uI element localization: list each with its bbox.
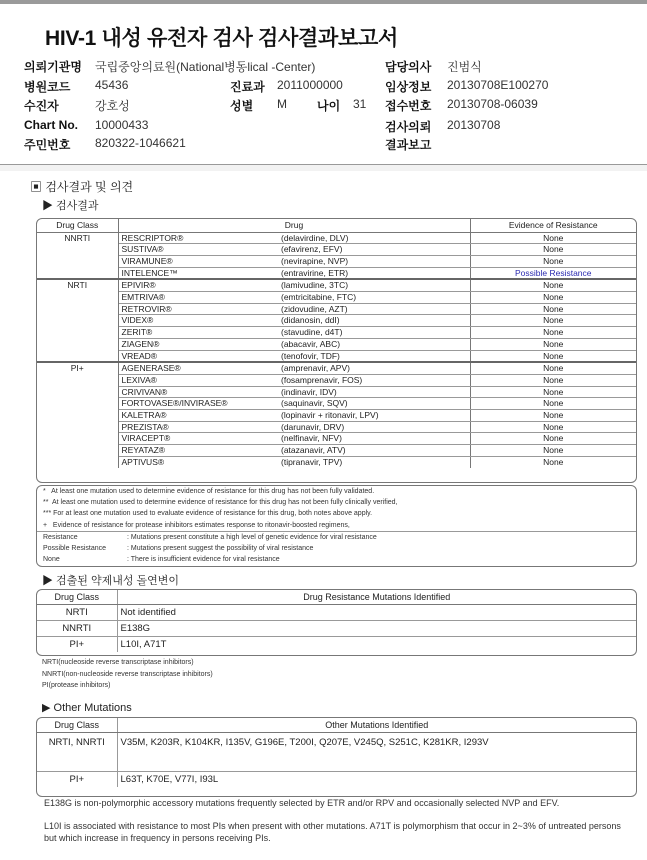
drug-brand: ZIAGEN®	[118, 338, 278, 350]
resistance-evidence: None	[470, 398, 636, 410]
definition-text: : There is insufficient evidence for viral resistance	[127, 556, 280, 564]
table-row	[37, 410, 636, 422]
class-footnote: NRTI(nucleoside reverse transcriptase inhibitors)	[42, 659, 194, 666]
table-row	[37, 338, 636, 350]
drug-generic: (tenofovir, TDF)	[278, 350, 470, 362]
other-mutations-table	[36, 717, 637, 797]
table-row	[37, 771, 636, 787]
resistance-evidence: None	[470, 433, 636, 445]
drug-class: PI+	[37, 636, 117, 652]
table-row	[37, 267, 636, 279]
drug-generic: (indinavir, IDV)	[278, 386, 470, 398]
section-title: ▣ 검사결과 및 의견	[30, 180, 134, 194]
request-date: 20130708	[447, 118, 501, 132]
drug-generic: (nevirapine, NVP)	[278, 255, 470, 267]
drug-brand: EMTRIVA®	[118, 292, 278, 304]
class-footnote: NNRTI(non-nucleoside reverse transcriptase inhibitors)	[42, 670, 213, 678]
drug-class: NRTI	[37, 279, 118, 362]
drug-class: NNRTI	[37, 620, 117, 636]
drug-generic: (efavirenz, EFV)	[278, 244, 470, 256]
drug-generic: (zidovudine, AZT)	[278, 303, 470, 315]
receipt-number: 20130708-06039	[447, 97, 538, 111]
resistance-evidence: None	[470, 255, 636, 267]
note-line: + Evidence of resistance for protease inhibitors estimates response to ritonavir-boosted regimens,	[43, 521, 350, 529]
col-header: Drug Resistance Mutations Identified	[117, 590, 636, 604]
subsection-results: ▶ 검사결과	[42, 200, 99, 212]
label: 임상정보	[385, 80, 432, 94]
label: 진료과	[230, 80, 265, 94]
drug-class: NRTI, NNRTI	[37, 732, 117, 771]
note-line: * At least one mutation used to determine evidence of resistance for this drug has not been fully validated.	[43, 488, 375, 495]
table-row	[37, 456, 636, 467]
drug-brand: AGENERASE®	[118, 362, 278, 374]
resistance-evidence: None	[470, 244, 636, 256]
drug-generic: (saquinavir, SQV)	[278, 398, 470, 410]
note-line: *** For at least one mutation used to evaluate evidence of resistance for this drug, both notes above apply.	[43, 510, 373, 518]
drug-generic: (darunavir, DRV)	[278, 421, 470, 433]
drug-generic: (fosamprenavir, FOS)	[278, 374, 470, 386]
drug-brand: KALETRA®	[118, 410, 278, 422]
drug-brand: VIRAMUNE®	[118, 255, 278, 267]
subsection-mutations: ▶ 검출된 약제내성 돌연변이	[42, 575, 180, 587]
resistance-evidence: None	[470, 327, 636, 339]
table-row	[37, 386, 636, 398]
drug-class: NRTI	[37, 604, 117, 620]
table-row	[37, 732, 636, 771]
sex: M	[277, 97, 287, 111]
table-row	[37, 421, 636, 433]
table-row	[37, 315, 636, 327]
table-row	[37, 292, 636, 304]
col-header: Drug	[118, 219, 470, 232]
label: 나이	[317, 99, 341, 113]
chart-number: 10000433	[95, 118, 149, 132]
drug-brand: CRIVIVAN®	[118, 386, 278, 398]
resistance-evidence: None	[470, 338, 636, 350]
resistance-table	[36, 218, 637, 483]
definition-term: Possible Resistance	[43, 545, 107, 553]
drug-brand: APTIVUS®	[121, 456, 165, 467]
drug-generic: (stavudine, d4T)	[278, 327, 470, 339]
mutations: L63T, K70E, V77I, I93L	[120, 773, 219, 785]
label: Chart No.	[24, 118, 78, 132]
drug-generic: (amprenavir, APV)	[278, 362, 470, 374]
table-row	[37, 244, 636, 256]
drug-generic: (nelfinavir, NFV)	[278, 433, 470, 445]
drug-generic: (tipranavir, TPV)	[278, 456, 470, 467]
dept: 2011000000	[277, 78, 343, 92]
drug-brand: ZERIT®	[118, 327, 278, 339]
drug-generic: (delavirdine, DLV)	[278, 232, 470, 244]
drug-brand: EPIVIR®	[118, 279, 278, 291]
institution: 국립중앙의료원(National병동lical -Center)	[95, 60, 316, 74]
label: 수진자	[24, 99, 59, 113]
table-row	[37, 350, 636, 362]
label: 주민번호	[24, 138, 71, 152]
drug-brand: VREAD®	[118, 350, 278, 362]
drug-generic: (entravirine, ETR)	[278, 267, 470, 279]
drug-brand: RESCRIPTOR®	[118, 232, 278, 244]
table-row	[37, 303, 636, 315]
label: 결과보고	[385, 138, 432, 152]
table-row	[37, 604, 636, 620]
label: 검사의뢰	[385, 120, 432, 134]
definition	[43, 532, 630, 543]
table-row	[37, 362, 636, 374]
label: 의뢰기관명	[24, 60, 82, 74]
col-header: Evidence of Resistance	[470, 219, 636, 232]
definition	[43, 554, 630, 565]
definition	[43, 543, 630, 554]
drug-class: PI+	[37, 771, 117, 787]
definition-text: : Mutations present constitute a high level of genetic evidence for viral resistance	[127, 533, 377, 541]
mutations: E138G	[117, 620, 636, 636]
label: 담당의사	[385, 60, 432, 74]
drug-generic: (lamivudine, 3TC)	[278, 279, 470, 291]
definition-term: None	[43, 556, 60, 564]
label: 성별	[230, 99, 254, 113]
subsection-other: ▶ Other Mutations	[42, 702, 132, 714]
age: 31	[353, 97, 367, 111]
mutation-footnotes	[42, 657, 213, 692]
drug-brand: FORTOVASE®/INVIRASE®	[118, 398, 278, 410]
drug-brand: VIDEX®	[118, 315, 278, 327]
resistance-evidence: None	[470, 292, 636, 304]
label: 병원코드	[24, 80, 71, 94]
resistance-evidence: None	[470, 456, 636, 467]
drug-class: PI+	[37, 362, 118, 467]
resident-number: 820322-1046621	[95, 136, 186, 150]
table-row	[37, 327, 636, 339]
col-header: Drug Class	[37, 718, 117, 732]
label: 접수번호	[385, 99, 432, 113]
drug-generic: (abacavir, ABC)	[278, 338, 470, 350]
table-row	[37, 255, 636, 267]
table-row	[37, 374, 636, 386]
divider-shade	[0, 165, 647, 171]
drug-generic: (lopinavir + ritonavir, LPV)	[278, 410, 470, 422]
patient-name: 강호성	[95, 99, 130, 113]
resistance-evidence: None	[470, 350, 636, 362]
table-row	[37, 620, 636, 636]
definition-term: Resistance	[43, 533, 78, 541]
clinical-info: 20130708E100270	[447, 78, 549, 92]
drug-brand: INTELENCE™	[118, 267, 278, 279]
definition-text: : Mutations present suggest the possibility of viral resistance	[127, 545, 314, 553]
resistance-evidence: None	[470, 315, 636, 327]
mutations-table	[36, 589, 637, 656]
drug-brand: REYATAZ®	[118, 445, 278, 457]
note-line: ** At least one mutation used to determine evidence of resistance for this drug has not been fully clinically verified,	[43, 499, 398, 507]
drug-brand: VIRACEPT®	[118, 433, 278, 445]
drug-brand: LEXIVA®	[118, 374, 278, 386]
resistance-evidence: None	[470, 386, 636, 398]
notes-box	[36, 485, 637, 567]
col-header: Drug Class	[37, 590, 117, 604]
resistance-evidence: None	[470, 303, 636, 315]
drug-generic: (atazanavir, ATV)	[278, 445, 470, 457]
resistance-evidence: None	[470, 374, 636, 386]
drug-brand: RETROVIR®	[118, 303, 278, 315]
class-footnote: PI(protease inhibitors)	[42, 682, 111, 689]
resistance-evidence: None	[470, 421, 636, 433]
table-row	[37, 279, 636, 291]
table-row	[37, 433, 636, 445]
col-header: Other Mutations Identified	[117, 718, 636, 732]
table-row	[37, 445, 636, 457]
drug-generic: (emtricitabine, FTC)	[278, 292, 470, 304]
comment-l10i: L10I is associated with resistance to most PIs when present with other mutations. A71T is polymorphism that occur in 2~3% of untreated persons but which increase in frequency in persons receiving PIs.	[44, 821, 621, 843]
doctor: 진범식	[447, 60, 482, 74]
resistance-evidence: None	[470, 279, 636, 291]
table-row	[37, 398, 636, 410]
mutations: V35M, K203R, K104KR, I135V, G196E, T200I, Q207E, V245Q, S251C, K281KR, I293V	[117, 732, 636, 771]
top-border	[0, 0, 647, 4]
drug-generic: (didanosin, ddI)	[278, 315, 470, 327]
hospital-code: 45436	[95, 78, 129, 92]
mutations: L10I, A71T	[120, 638, 167, 650]
comment-e138g: E138G is non-polymorphic accessory mutations frequently selected by ETR and/or RPV and occasionally selected NVP and EFV.	[44, 798, 560, 808]
drug-brand: SUSTIVA®	[118, 244, 278, 256]
report-title: HIV-1 내성 유전자 검사 검사결과보고서	[45, 27, 398, 50]
mutations: Not identified	[117, 604, 636, 620]
resistance-evidence: Possible Resistance	[470, 267, 636, 279]
drug-brand: PREZISTA®	[118, 421, 278, 433]
table-row	[37, 636, 636, 652]
col-header: Drug Class	[37, 219, 118, 232]
resistance-evidence: None	[470, 232, 636, 244]
resistance-evidence: None	[470, 362, 636, 374]
table-row	[37, 232, 636, 244]
resistance-evidence: None	[470, 445, 636, 457]
drug-class: NNRTI	[37, 232, 118, 279]
resistance-evidence: None	[470, 410, 636, 422]
